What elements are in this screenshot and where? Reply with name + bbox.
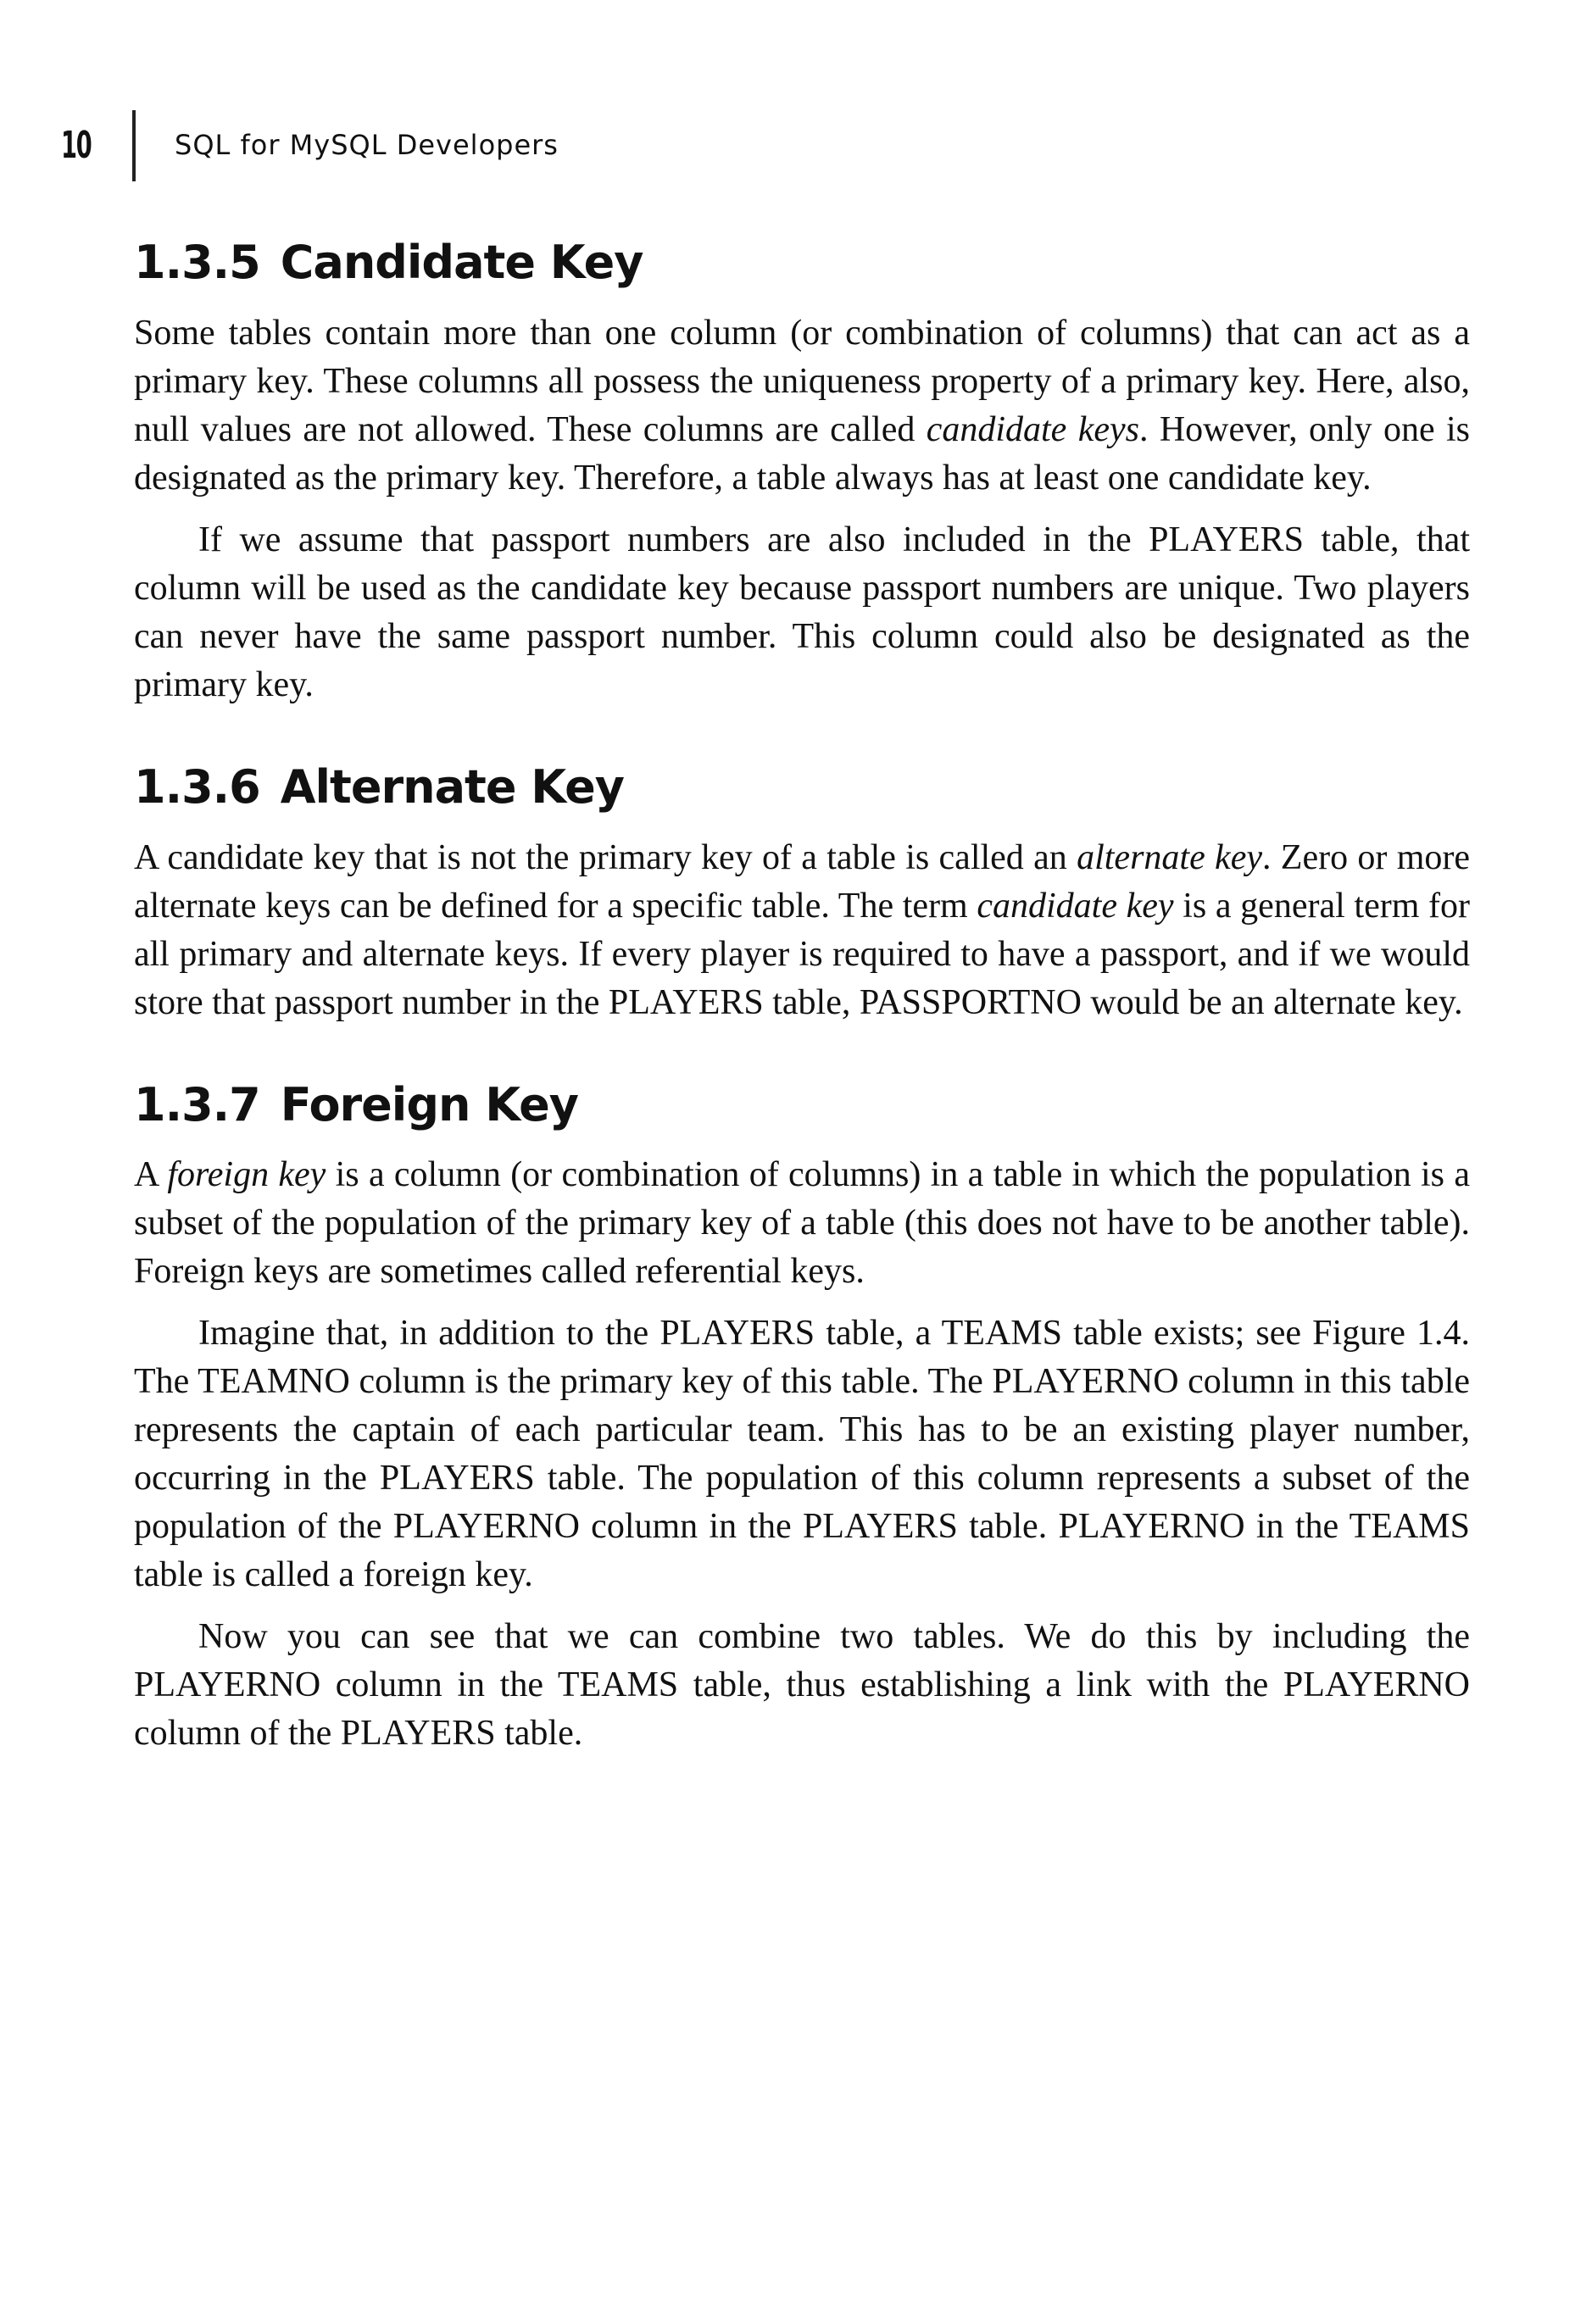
section-number: 1.3.5	[134, 236, 260, 289]
section-title: Alternate Key	[280, 759, 624, 814]
paragraph: Imagine that, in addition to the PLAYERS table, a TEAMS table exists; see Figure 1.4. The TEAMNO column is the primary key of this table. The PLAYERNO column in this table represents the captain of each particular team. This has to be an existing player number, occurring in the PLAYERS table. The population of this column represents a subset of the population of the PLAYERNO column in the PLAYERS table. PLAYERNO in the TEAMS table is called a foreign key.	[134, 1314, 1470, 1595]
section-heading	[134, 760, 1470, 815]
text-run: . However, only one is designated as the primary key. Therefore, a table always has at least one candidate key.	[134, 409, 1471, 498]
section-title: Foreign Key	[280, 1077, 578, 1131]
section-candidate-key	[134, 236, 1470, 709]
header-divider	[132, 110, 136, 181]
text-run: is a general term for all primary and alternate keys. If every player is required to have a passport, and if we would store that passport number in the PLAYERS table, PASSPORTNO would be an alternate key.	[134, 886, 1470, 1022]
emphasis-term: candidate key	[977, 886, 1174, 926]
emphasis-term: foreign key	[167, 1155, 326, 1195]
section-title: Candidate Key	[280, 236, 643, 289]
section-heading	[134, 1078, 1470, 1133]
running-header-title: SQL for MySQL Developers	[175, 129, 559, 161]
page-number: 10	[61, 124, 92, 167]
emphasis-term: alternate key	[1077, 837, 1262, 877]
emphasis-term: candidate keys	[926, 409, 1139, 449]
section-number: 1.3.7	[134, 1077, 260, 1131]
text-run: A	[134, 1155, 168, 1195]
paragraph	[134, 1151, 1470, 1296]
section-heading	[134, 236, 1470, 291]
text-run: . Zero or more alternate keys can be defined for a specific table. The term	[134, 837, 1471, 926]
paragraph: If we assume that passport numbers are also included in the PLAYERS table, that column will be used as the candidate key because passport numbers are unique. Two players can never have the same passport number. This column could also be designated as the primary key.	[134, 520, 1470, 704]
paragraph	[134, 834, 1470, 1027]
section-number: 1.3.6	[134, 759, 260, 814]
paragraph: Now you can see that we can combine two tables. We do this by including the PLAYERNO column in the TEAMS table, thus establishing a link with the PLAYERNO column of the PLAYERS table.	[134, 1617, 1470, 1754]
text-run: is a column (or combination of columns) in a table in which the population is a subset of the population of the primary key of a table (this does not have to be another table). Foreign keys are sometimes called referential keys.	[134, 1155, 1470, 1292]
page-content	[134, 236, 1470, 1809]
section-alternate-key	[134, 760, 1470, 1027]
text-run: A candidate key that is not the primary key of a table is called an	[134, 837, 1077, 877]
section-foreign-key	[134, 1078, 1470, 1759]
text-run: Some tables contain more than one column (or combination of columns) that can act as a primary key. These columns all possess the uniqueness property of a primary key. Here, also, null values are not allowed. These columns are called	[134, 313, 1470, 449]
paragraph	[134, 309, 1470, 503]
